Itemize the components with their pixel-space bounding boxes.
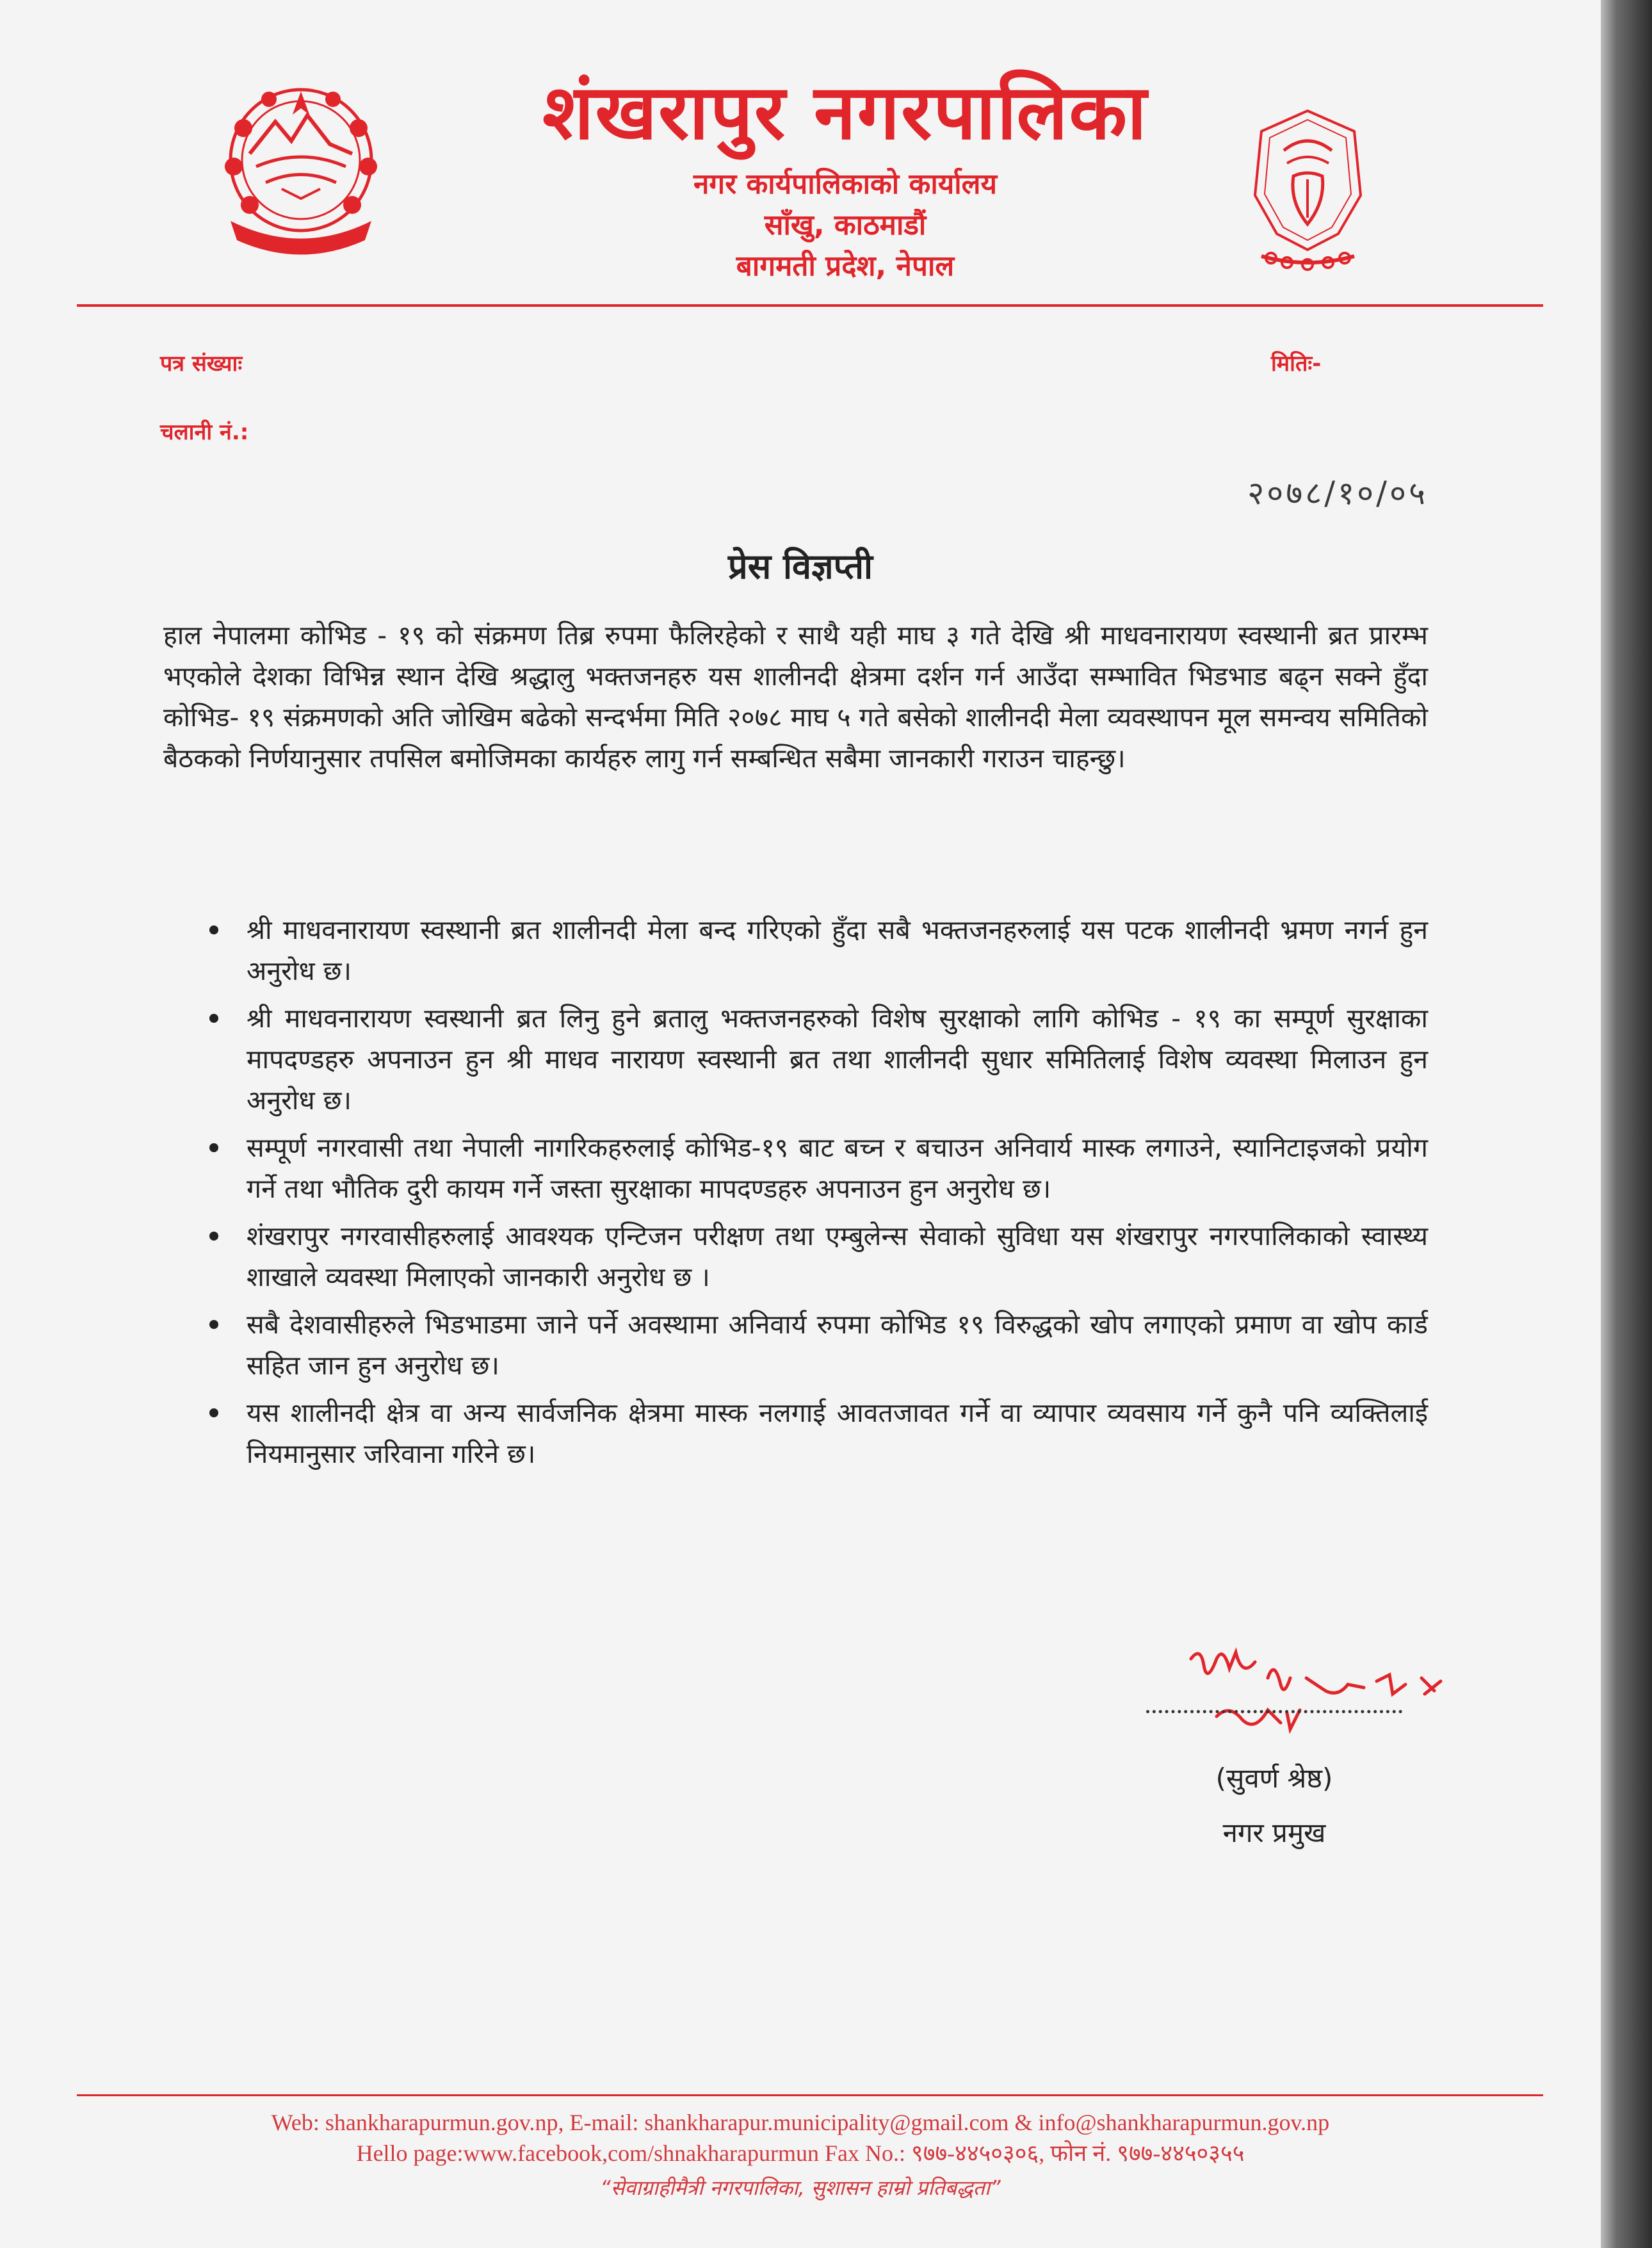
bullet-icon [209,1014,218,1023]
list-item-text: यस शालीनदी क्षेत्र वा अन्य सार्वजनिक क्षेत्रमा मास्क नलगाई आवतजावत गर्ने वा व्यापार व्यवसाय गर्ने कुनै पनि व्यक्तिलाई नियमानुसार जरिवाना गरिने छ। [247,1397,1428,1469]
org-name: शंखरापुर नगरपालिका [542,68,1148,156]
bullet-icon [209,925,218,934]
office-location: साँखु, काठमाडौं [764,209,927,241]
list-item [163,1304,1428,1386]
body-paragraph: हाल नेपालमा कोभिड - १९ को संक्रमण तिब्र रुपमा फैलिरहेको र साथै यही माघ ३ गते देखि श्री माधवनारायण स्वस्थानी ब्रत प्रारम्भ भएकोले देशका विभिन्न स्थान देखि श्रद्धालु भक्तजनहरु यस शालीनदी क्षेत्रमा दर्शन गर्न आउँदा सम्भावित भिडभाड बढ्न सक्ने हुँदा कोभिड- १९ संक्रमणको अति जोखिम बढेको सन्दर्भमा मिति २०७८ माघ ५ गते बसेको शालीनदी मेला व्यवस्थापन मूल समन्वय समितिको बैठकको निर्णयानुसार तपसिल बमोजिमका कार्यहरु लागु गर्न सम्बन्धित सबैमा जानकारी गराउन चाहन्छु। [163,620,1428,774]
list-item-text: सबै देशवासीहरुले भिडभाडमा जाने पर्ने अवस्थामा अनिवार्य रुपमा कोभिड १९ विरुद्धको खोप लगाएको प्रमाण वा खोप कार्ड सहित जान हुन अनुरोध छ। [247,1309,1428,1381]
signature-line [1146,1710,1402,1713]
list-item [163,909,1428,991]
signatory-title: नगर प्रमुख [1222,1817,1326,1848]
footer-web-email: Web: shankharapurmun.gov.np, E-mail: shankharapur.municipality@gmail.com & info@shankharapurmun.gov.np [271,2110,1330,2135]
notice-title: प्रेस विज्ञप्ती [727,546,873,587]
footer-divider [77,2094,1543,2096]
written-date: २०७८/१०/०५ [1247,475,1428,512]
conch-shell-logo-icon [1249,106,1367,272]
office-province: बागमती प्रदेश, नेपाल [736,250,955,282]
signature-mark [1178,1640,1454,1768]
list-item-text: शंखरापुर नगरवासीहरुलाई आवश्यक एन्टिजन परीक्षण तथा एम्बुलेन्स सेवाको सुविधा यस शंखरापुर नगरपालिकाको स्वास्थ्य शाखाले व्यवस्था मिलाएको जानकारी अनुरोध छ । [247,1221,1428,1292]
list-item [163,1127,1428,1209]
bullet-icon [209,1408,218,1417]
office-name: नगर कार्यपालिकाको कार्यालय [693,168,997,200]
dispatch-number-label: चलानी नं.: [160,419,249,445]
footer-contact: Hello page:www.facebook,com/shnakharapurmun Fax No.: ९७७-४४५०३०६, फोन नं. ९७७-४४५०३५५ [356,2140,1245,2166]
date-label: मितिः- [1271,351,1322,377]
nepal-emblem-icon [205,70,397,263]
list-item [163,1216,1428,1298]
bullet-icon [209,1232,218,1241]
list-item-text: श्री माधवनारायण स्वस्थानी ब्रत शालीनदी मेला बन्द गरिएको हुँदा सबै भक्तजनहरुलाई यस पटक शालीनदी भ्रमण नगर्न हुन अनुरोध छ। [247,915,1428,986]
list-item [163,998,1428,1121]
scan-edge [1601,0,1652,2248]
list-item [163,1392,1428,1474]
bullet-list [163,909,1428,1481]
bullet-icon [209,1143,218,1152]
bullet-icon [209,1320,218,1329]
list-item-text: श्री माधवनारायण स्वस्थानी ब्रत लिनु हुने ब्रतालु भक्तजनहरुको विशेष सुरक्षाको लागि कोभिड - १९ का सम्पूर्ण सुरक्षाका मापदण्डहरु अपनाउन हुन श्री माधव नारायण स्वस्थानी ब्रत तथा शालीनदी सुधार समितिलाई विशेष व्यवस्था मिलाउन हुन अनुरोध छ। [247,1003,1428,1116]
signatory-name: (सुवर्ण श्रेष्ठ) [1215,1763,1333,1794]
list-item-text: सम्पूर्ण नगरवासी तथा नेपाली नागरिकहरुलाई कोभिड-१९ बाट बच्न र बचाउन अनिवार्य मास्क लगाउने, स्यानिटाइजको प्रयोग गर्ने तथा भौतिक दुरी कायम गर्ने जस्ता सुरक्षाका मापदण्डहरु अपनाउन हुन अनुरोध छ। [247,1132,1428,1204]
header-divider [77,304,1543,307]
footer-motto: “सेवाग्राहीमैत्री नगरपालिका, सुशासन हाम्रो प्रतिबद्धता” [600,2176,1001,2200]
letter-number-label: पत्र संख्याः [160,351,243,377]
